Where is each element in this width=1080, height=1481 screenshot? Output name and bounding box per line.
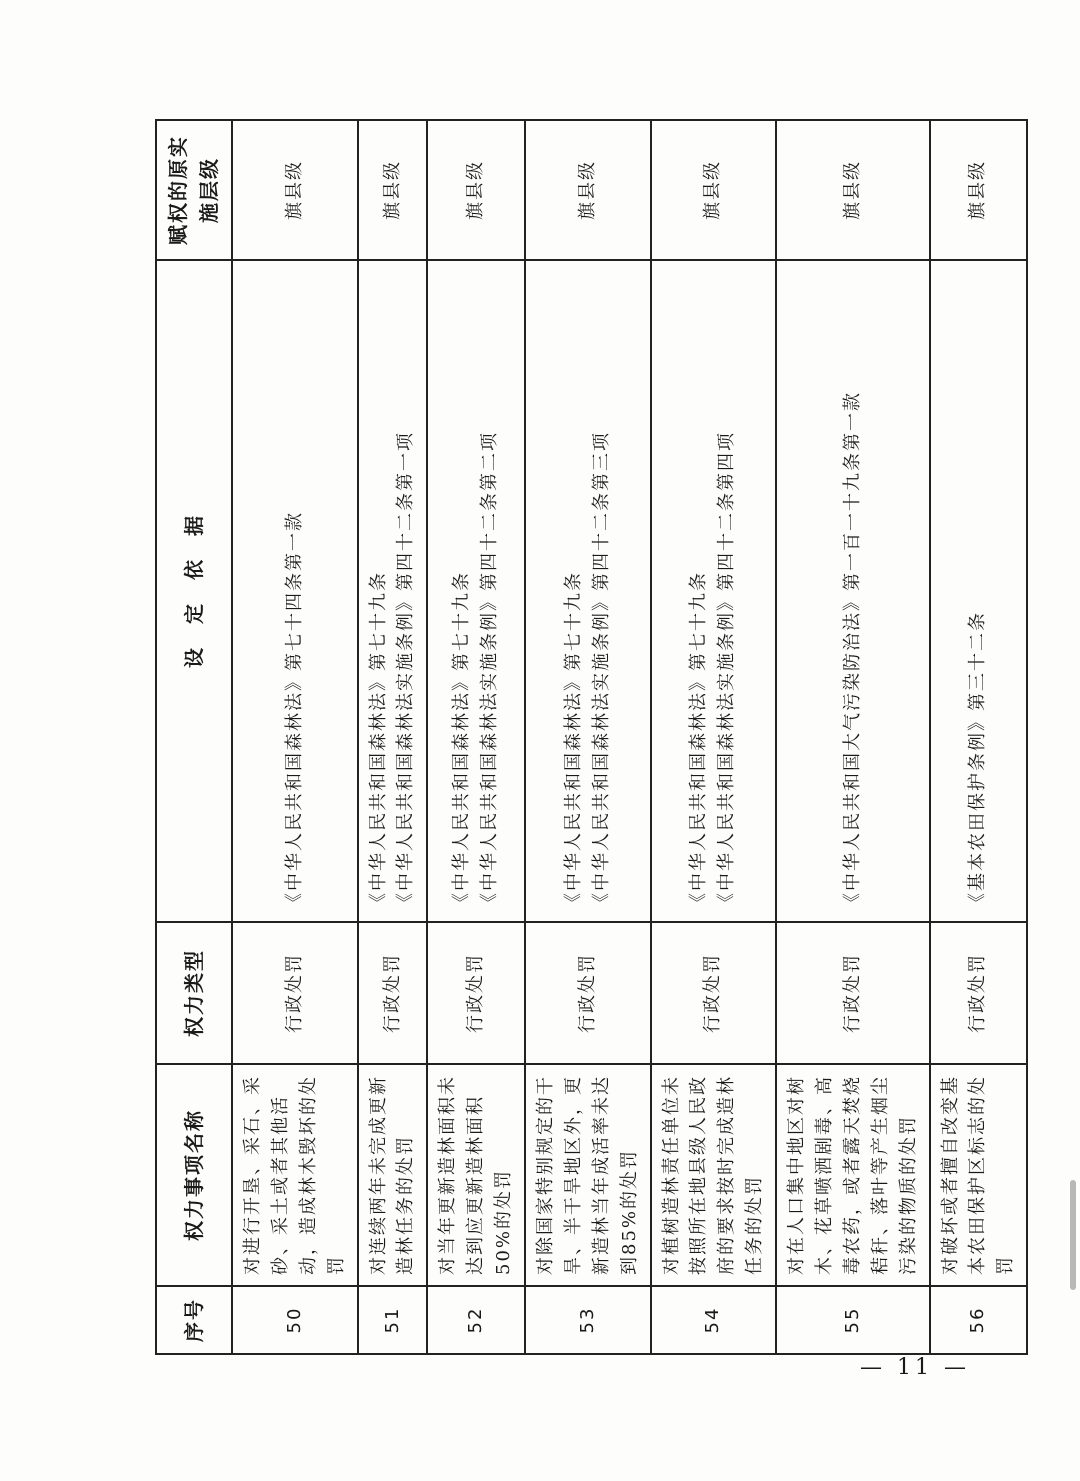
basis-line: 《中华人民共和国森林法实施条例》第四十二条第一项 [395, 431, 417, 911]
row-level: 旗县级 [427, 120, 525, 260]
row-type: 行政处罚 [358, 922, 428, 1064]
table-row [232, 120, 358, 1354]
basis-line: 《中华人民共和国森林法》第七十九条 [562, 571, 584, 911]
row-no: 50 [232, 1286, 358, 1354]
header-no: 序号 [156, 1286, 232, 1354]
row-basis [930, 260, 1028, 922]
row-level: 旗县级 [525, 120, 651, 260]
row-no: 54 [651, 1286, 777, 1354]
table-row [776, 120, 929, 1354]
header-name: 权力事项名称 [156, 1064, 232, 1286]
power-items-table [155, 119, 1028, 1355]
table-row [358, 120, 428, 1354]
basis-line: 《中华人民共和国森林法》第七十九条 [367, 571, 389, 911]
row-name: 对在人口集中地区对树木、花草喷洒剧毒、高毒农药，或者露天焚烧秸秆、落叶等产生烟尘污染的物质的处罚 [776, 1064, 929, 1286]
row-name: 对连续两年未完成更新造林任务的处罚 [358, 1064, 428, 1286]
row-no: 55 [776, 1286, 929, 1354]
basis-line: 《中华人民共和国森林法》第七十四条第一款 [283, 511, 305, 911]
basis-line: 《中华人民共和国森林法实施条例》第四十二条第三项 [590, 431, 612, 911]
header-basis: 设 定 依 据 [156, 260, 232, 922]
row-level: 旗县级 [930, 120, 1028, 260]
basis-line: 《中华人民共和国森林法实施条例》第四十二条第四项 [716, 431, 738, 911]
row-basis [776, 260, 929, 922]
table-row [525, 120, 651, 1354]
header-type: 权力类型 [156, 922, 232, 1064]
basis-line: 《基本农田保护条例》第三十二条 [967, 611, 989, 911]
row-name: 对破坏或者擅自改变基本农田保护区标志的处罚 [930, 1064, 1028, 1286]
scrollbar[interactable] [1070, 1180, 1076, 1290]
row-type: 行政处罚 [427, 922, 525, 1064]
basis-line: 《中华人民共和国森林法》第七十九条 [688, 571, 710, 911]
row-basis [525, 260, 651, 922]
row-name: 对除国家特别规定的干旱、半干旱地区外，更新造林当年成活率未达到85%的处罚 [525, 1064, 651, 1286]
basis-line: 《中华人民共和国森林法》第七十九条 [451, 571, 473, 911]
row-type: 行政处罚 [651, 922, 777, 1064]
row-level: 旗县级 [232, 120, 358, 260]
row-name: 对当年更新造林面积未达到应更新造林面积50%的处罚 [427, 1064, 525, 1286]
row-type: 行政处罚 [232, 922, 358, 1064]
row-no: 53 [525, 1286, 651, 1354]
row-name: 对植树造林责任单位未按照所在地县级人民政府的要求按时完成造林任务的处罚 [651, 1064, 777, 1286]
table-header-row [156, 120, 232, 1354]
table-row [651, 120, 777, 1354]
page-number: — 11 — [860, 1355, 970, 1380]
row-basis [651, 260, 777, 922]
row-level: 旗县级 [358, 120, 428, 260]
row-no: 51 [358, 1286, 428, 1354]
row-type: 行政处罚 [930, 922, 1028, 1064]
row-basis [358, 260, 428, 922]
row-level: 旗县级 [776, 120, 929, 260]
basis-line: 《中华人民共和国大气污染防治法》第一百一十九条第一款 [841, 391, 863, 911]
row-no: 52 [427, 1286, 525, 1354]
basis-line: 《中华人民共和国森林法实施条例》第四十二条第二项 [479, 431, 501, 911]
table-row [930, 120, 1028, 1354]
row-basis [232, 260, 358, 922]
row-basis [427, 260, 525, 922]
row-type: 行政处罚 [776, 922, 929, 1064]
row-level: 旗县级 [651, 120, 777, 260]
rotated-table-container [155, 135, 1017, 1355]
row-no: 56 [930, 1286, 1028, 1354]
row-type: 行政处罚 [525, 922, 651, 1064]
header-level: 赋权的原实施层级 [156, 120, 232, 260]
row-name: 对进行开垦、采石、采砂、采土或者其他活动，造成林木毁坏的处罚 [232, 1064, 358, 1286]
table-row [427, 120, 525, 1354]
